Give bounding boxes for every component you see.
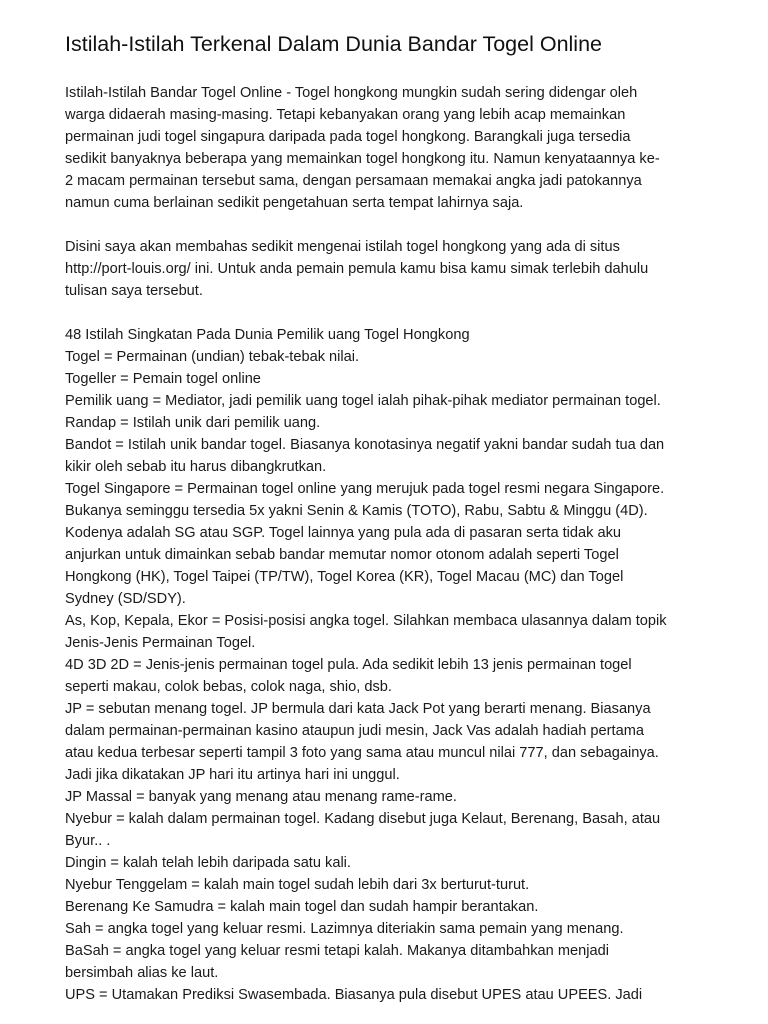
term-entry: Togeller = Pemain togel online: [65, 371, 261, 387]
term-entry: Pemilik uang = Mediator, jadi pemilik uang togel ialah pihak-pihak mediator permainan togel.: [65, 393, 661, 409]
term-entry: 4D 3D 2D = Jenis-jenis permainan togel pula. Ada sedikit lebih 13 jenis permainan togel seperti makau, colok bebas, colok naga, shio, dsb.: [65, 657, 632, 695]
term-entry: Nyebur = kalah dalam permainan togel. Kadang disebut juga Kelaut, Berenang, Basah, atau Byur.. .: [65, 811, 661, 849]
term-entry: Nyebur Tenggelam = kalah main togel sudah lebih dari 3x berturut-turut.: [65, 877, 530, 893]
term-entry: Sah = angka togel yang keluar resmi. Lazimnya diteriakin sama pemain yang menang.: [65, 921, 624, 937]
paragraph-spacer: [65, 214, 705, 236]
document-title: Istilah-Istilah Terkenal Dalam Dunia Bandar Togel Online: [65, 32, 602, 56]
term-entry: JP = sebutan menang togel. JP bermula dari kata Jack Pot yang berarti menang. Biasanya dalam permainan-permainan kasino ataupun judi mesin, Jack Vas adalah hadiah pertama atau kedua terbesar seperti tampil 3 foto yang sama atau muncul nilai 777, dan sebagainya. Jadi jika dikatakan JP hari itu artinya hari ini unggul.: [65, 701, 659, 783]
document-page: [65, 29, 705, 1006]
term-entry: UPS = Utamakan Prediksi Swasembada. Biasanya pula disebut UPES atau UPEES. Jadi: [65, 987, 643, 1003]
term-entry: Togel Singapore = Permainan togel online yang merujuk pada togel resmi negara Singapore. Bukanya seminggu tersedia 5x yakni Senin & Kamis (TOTO), Rabu, Sabtu & Minggu (4D). Kodenya adalah SG atau SGP. Togel lainnya yang pula ada di pasaran serta tidak aku anjurkan untuk dimainkan sebab bandar memutar nomor otonom adalah seperti Togel Hongkong (HK), Togel Taipei (TP/TW), Togel Korea (KR), Togel Macau (MC) dan Togel Sydney (SD/SDY).: [65, 481, 665, 607]
term-entry: Berenang Ke Samudra = kalah main togel dan sudah hampir berantakan.: [65, 899, 539, 915]
site-paragraph: Disini saya akan membahas sedikit mengenai istilah togel hongkong yang ada di situs http://port-louis.org/ ini. Untuk anda pemain pemula kamu bisa kamu simak terlebih dahulu tulisan saya tersebut.: [65, 239, 649, 299]
term-entry: As, Kop, Kepala, Ekor = Posisi-posisi angka togel. Silahkan membaca ulasannya dalam topik Jenis-Jenis Permainan Togel.: [65, 613, 667, 651]
term-entry: Bandot = Istilah unik bandar togel. Biasanya konotasinya negatif yakni bandar sudah tua dan kikir oleh sebab itu harus dibangkrutkan.: [65, 437, 665, 475]
term-entry: BaSah = angka togel yang keluar resmi tetapi kalah. Makanya ditambahkan menjadi bersimbah alias ke laut.: [65, 943, 609, 981]
list-heading: 48 Istilah Singkatan Pada Dunia Pemilik uang Togel Hongkong: [65, 327, 470, 343]
term-entry: Randap = Istilah unik dari pemilik uang.: [65, 415, 321, 431]
term-entry: Dingin = kalah telah lebih daripada satu kali.: [65, 855, 351, 871]
term-list: [65, 346, 705, 1006]
term-entry: JP Massal = banyak yang menang atau menang rame-rame.: [65, 789, 457, 805]
term-entry: Togel = Permainan (undian) tebak-tebak nilai.: [65, 349, 360, 365]
intro-paragraph: Istilah-Istilah Bandar Togel Online - Togel hongkong mungkin sudah sering didengar oleh warga didaerah masing-masing. Tetapi kebanyakan orang yang lebih acap memainkan permainan judi togel singapura daripada pada togel hongkong. Barangkali juga tersedia sedikit banyaknya beberapa yang memainkan togel hongkong itu. Namun kenyataannya ke- 2 macam permainan tersebut sama, dengan persamaan memakai angka jadi patokannya namun cuma berlainan sedikit pengetahuan serta tempat lahirnya saja.: [65, 85, 660, 211]
paragraph-spacer: [65, 302, 705, 324]
